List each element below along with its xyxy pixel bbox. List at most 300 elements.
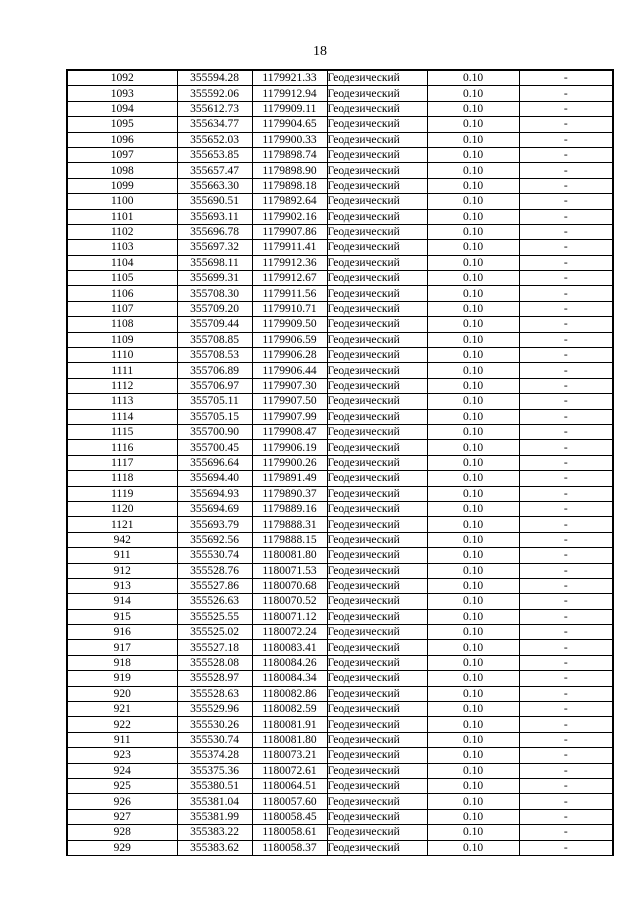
- table-row: [67, 732, 613, 747]
- description-cell: -: [519, 609, 613, 624]
- table-row: [67, 640, 613, 655]
- y-coordinate-cell: 1179907.99: [252, 409, 327, 424]
- description-cell: -: [519, 332, 613, 347]
- point-number-cell: 917: [67, 640, 177, 655]
- point-number-cell: 1095: [67, 117, 177, 132]
- accuracy-cell: 0.10: [427, 240, 519, 255]
- accuracy-cell: 0.10: [427, 409, 519, 424]
- point-number-cell: 911: [67, 732, 177, 747]
- point-number-cell: 924: [67, 763, 177, 778]
- accuracy-cell: 0.10: [427, 471, 519, 486]
- table-row: [67, 224, 613, 239]
- description-cell: -: [519, 748, 613, 763]
- method-cell: Геодезический: [327, 348, 427, 363]
- point-number-cell: 1108: [67, 317, 177, 332]
- accuracy-cell: 0.10: [427, 686, 519, 701]
- x-coordinate-cell: 355663.30: [177, 178, 252, 193]
- x-coordinate-cell: 355375.36: [177, 763, 252, 778]
- point-number-cell: 915: [67, 609, 177, 624]
- method-cell: Геодезический: [327, 240, 427, 255]
- method-cell: Геодезический: [327, 194, 427, 209]
- table-row: [67, 748, 613, 763]
- method-cell: Геодезический: [327, 224, 427, 239]
- y-coordinate-cell: 1180070.68: [252, 578, 327, 593]
- accuracy-cell: 0.10: [427, 424, 519, 439]
- x-coordinate-cell: 355530.74: [177, 548, 252, 563]
- x-coordinate-cell: 355528.08: [177, 655, 252, 670]
- accuracy-cell: 0.10: [427, 778, 519, 793]
- x-coordinate-cell: 355693.11: [177, 209, 252, 224]
- point-number-cell: 1109: [67, 332, 177, 347]
- accuracy-cell: 0.10: [427, 594, 519, 609]
- description-cell: -: [519, 440, 613, 455]
- method-cell: Геодезический: [327, 825, 427, 840]
- accuracy-cell: 0.10: [427, 455, 519, 470]
- accuracy-cell: 0.10: [427, 117, 519, 132]
- method-cell: Геодезический: [327, 655, 427, 670]
- x-coordinate-cell: 355696.78: [177, 224, 252, 239]
- y-coordinate-cell: 1179907.86: [252, 224, 327, 239]
- description-cell: -: [519, 548, 613, 563]
- description-cell: -: [519, 132, 613, 147]
- x-coordinate-cell: 355530.26: [177, 717, 252, 732]
- description-cell: -: [519, 501, 613, 516]
- description-cell: -: [519, 655, 613, 670]
- y-coordinate-cell: 1180082.86: [252, 686, 327, 701]
- method-cell: Геодезический: [327, 671, 427, 686]
- x-coordinate-cell: 355700.90: [177, 424, 252, 439]
- x-coordinate-cell: 355696.64: [177, 455, 252, 470]
- method-cell: Геодезический: [327, 394, 427, 409]
- description-cell: -: [519, 809, 613, 824]
- point-number-cell: 1114: [67, 409, 177, 424]
- table-row: [67, 532, 613, 547]
- table-row: [67, 101, 613, 116]
- table-row: [67, 194, 613, 209]
- point-number-cell: 920: [67, 686, 177, 701]
- x-coordinate-cell: 355528.76: [177, 563, 252, 578]
- y-coordinate-cell: 1180073.21: [252, 748, 327, 763]
- x-coordinate-cell: 355530.74: [177, 732, 252, 747]
- method-cell: Геодезический: [327, 609, 427, 624]
- description-cell: -: [519, 224, 613, 239]
- description-cell: -: [519, 517, 613, 532]
- method-cell: Геодезический: [327, 717, 427, 732]
- table-row: [67, 625, 613, 640]
- table-row: [67, 440, 613, 455]
- point-number-cell: 1097: [67, 147, 177, 162]
- accuracy-cell: 0.10: [427, 271, 519, 286]
- point-number-cell: 912: [67, 563, 177, 578]
- description-cell: -: [519, 209, 613, 224]
- description-cell: -: [519, 178, 613, 193]
- y-coordinate-cell: 1180072.24: [252, 625, 327, 640]
- table-row: [67, 147, 613, 162]
- accuracy-cell: 0.10: [427, 825, 519, 840]
- method-cell: Геодезический: [327, 363, 427, 378]
- table-row: [67, 317, 613, 332]
- accuracy-cell: 0.10: [427, 147, 519, 162]
- x-coordinate-cell: 355706.97: [177, 378, 252, 393]
- point-number-cell: 1111: [67, 363, 177, 378]
- y-coordinate-cell: 1179909.50: [252, 317, 327, 332]
- description-cell: -: [519, 732, 613, 747]
- accuracy-cell: 0.10: [427, 655, 519, 670]
- method-cell: Геодезический: [327, 163, 427, 178]
- x-coordinate-cell: 355529.96: [177, 702, 252, 717]
- method-cell: Геодезический: [327, 778, 427, 793]
- table-row: [67, 517, 613, 532]
- method-cell: Геодезический: [327, 70, 427, 86]
- method-cell: Геодезический: [327, 532, 427, 547]
- method-cell: Геодезический: [327, 317, 427, 332]
- accuracy-cell: 0.10: [427, 301, 519, 316]
- y-coordinate-cell: 1179892.64: [252, 194, 327, 209]
- coordinates-table: [66, 69, 614, 856]
- y-coordinate-cell: 1180070.52: [252, 594, 327, 609]
- description-cell: -: [519, 671, 613, 686]
- method-cell: Геодезический: [327, 625, 427, 640]
- x-coordinate-cell: 355527.18: [177, 640, 252, 655]
- x-coordinate-cell: 355694.40: [177, 471, 252, 486]
- accuracy-cell: 0.10: [427, 763, 519, 778]
- y-coordinate-cell: 1180082.59: [252, 702, 327, 717]
- accuracy-cell: 0.10: [427, 224, 519, 239]
- y-coordinate-cell: 1180071.12: [252, 609, 327, 624]
- table-row: [67, 471, 613, 486]
- accuracy-cell: 0.10: [427, 563, 519, 578]
- method-cell: Геодезический: [327, 732, 427, 747]
- method-cell: Геодезический: [327, 686, 427, 701]
- accuracy-cell: 0.10: [427, 486, 519, 501]
- description-cell: -: [519, 686, 613, 701]
- method-cell: Геодезический: [327, 332, 427, 347]
- method-cell: Геодезический: [327, 809, 427, 824]
- description-cell: -: [519, 348, 613, 363]
- method-cell: Геодезический: [327, 255, 427, 270]
- table-row: [67, 763, 613, 778]
- description-cell: -: [519, 763, 613, 778]
- y-coordinate-cell: 1180083.41: [252, 640, 327, 655]
- y-coordinate-cell: 1179906.44: [252, 363, 327, 378]
- point-number-cell: 1101: [67, 209, 177, 224]
- point-number-cell: 1110: [67, 348, 177, 363]
- table-row: [67, 455, 613, 470]
- y-coordinate-cell: 1179912.94: [252, 86, 327, 101]
- point-number-cell: 1117: [67, 455, 177, 470]
- x-coordinate-cell: 355709.20: [177, 301, 252, 316]
- accuracy-cell: 0.10: [427, 717, 519, 732]
- accuracy-cell: 0.10: [427, 501, 519, 516]
- x-coordinate-cell: 355381.04: [177, 794, 252, 809]
- table-row: [67, 671, 613, 686]
- point-number-cell: 1093: [67, 86, 177, 101]
- point-number-cell: 913: [67, 578, 177, 593]
- method-cell: Геодезический: [327, 147, 427, 162]
- method-cell: Геодезический: [327, 840, 427, 855]
- x-coordinate-cell: 355652.03: [177, 132, 252, 147]
- description-cell: -: [519, 625, 613, 640]
- description-cell: -: [519, 301, 613, 316]
- point-number-cell: 1116: [67, 440, 177, 455]
- x-coordinate-cell: 355527.86: [177, 578, 252, 593]
- table-row: [67, 702, 613, 717]
- description-cell: -: [519, 471, 613, 486]
- table-row: [67, 563, 613, 578]
- accuracy-cell: 0.10: [427, 517, 519, 532]
- table-row: [67, 132, 613, 147]
- y-coordinate-cell: 1179909.11: [252, 101, 327, 116]
- accuracy-cell: 0.10: [427, 625, 519, 640]
- accuracy-cell: 0.10: [427, 255, 519, 270]
- x-coordinate-cell: 355709.44: [177, 317, 252, 332]
- point-number-cell: 1120: [67, 501, 177, 516]
- x-coordinate-cell: 355653.85: [177, 147, 252, 162]
- table-row: [67, 301, 613, 316]
- description-cell: -: [519, 794, 613, 809]
- description-cell: -: [519, 255, 613, 270]
- y-coordinate-cell: 1179906.59: [252, 332, 327, 347]
- x-coordinate-cell: 355525.02: [177, 625, 252, 640]
- table-row: [67, 394, 613, 409]
- accuracy-cell: 0.10: [427, 101, 519, 116]
- y-coordinate-cell: 1179888.31: [252, 517, 327, 532]
- method-cell: Геодезический: [327, 271, 427, 286]
- y-coordinate-cell: 1180084.34: [252, 671, 327, 686]
- table-row: [67, 178, 613, 193]
- accuracy-cell: 0.10: [427, 378, 519, 393]
- accuracy-cell: 0.10: [427, 348, 519, 363]
- point-number-cell: 1099: [67, 178, 177, 193]
- table-row: [67, 548, 613, 563]
- point-number-cell: 928: [67, 825, 177, 840]
- y-coordinate-cell: 1179898.90: [252, 163, 327, 178]
- y-coordinate-cell: 1179900.26: [252, 455, 327, 470]
- point-number-cell: 921: [67, 702, 177, 717]
- y-coordinate-cell: 1179904.65: [252, 117, 327, 132]
- y-coordinate-cell: 1179912.67: [252, 271, 327, 286]
- method-cell: Геодезический: [327, 455, 427, 470]
- description-cell: -: [519, 363, 613, 378]
- description-cell: -: [519, 702, 613, 717]
- y-coordinate-cell: 1179911.56: [252, 286, 327, 301]
- table-row: [67, 486, 613, 501]
- method-cell: Геодезический: [327, 209, 427, 224]
- accuracy-cell: 0.10: [427, 209, 519, 224]
- y-coordinate-cell: 1180081.80: [252, 732, 327, 747]
- x-coordinate-cell: 355705.15: [177, 409, 252, 424]
- x-coordinate-cell: 355698.11: [177, 255, 252, 270]
- method-cell: Геодезический: [327, 440, 427, 455]
- method-cell: Геодезический: [327, 763, 427, 778]
- accuracy-cell: 0.10: [427, 809, 519, 824]
- x-coordinate-cell: 355700.45: [177, 440, 252, 455]
- accuracy-cell: 0.10: [427, 70, 519, 86]
- x-coordinate-cell: 355612.73: [177, 101, 252, 116]
- point-number-cell: 1092: [67, 70, 177, 86]
- description-cell: -: [519, 317, 613, 332]
- point-number-cell: 914: [67, 594, 177, 609]
- y-coordinate-cell: 1179898.18: [252, 178, 327, 193]
- point-number-cell: 1115: [67, 424, 177, 439]
- y-coordinate-cell: 1179907.50: [252, 394, 327, 409]
- y-coordinate-cell: 1180081.80: [252, 548, 327, 563]
- page-number: 18: [313, 44, 327, 59]
- point-number-cell: 1096: [67, 132, 177, 147]
- y-coordinate-cell: 1179912.36: [252, 255, 327, 270]
- table-row: [67, 717, 613, 732]
- x-coordinate-cell: 355634.77: [177, 117, 252, 132]
- point-number-cell: 929: [67, 840, 177, 855]
- method-cell: Геодезический: [327, 117, 427, 132]
- y-coordinate-cell: 1179902.16: [252, 209, 327, 224]
- method-cell: Геодезический: [327, 702, 427, 717]
- table-row: [67, 255, 613, 270]
- x-coordinate-cell: 355694.93: [177, 486, 252, 501]
- description-cell: -: [519, 194, 613, 209]
- accuracy-cell: 0.10: [427, 163, 519, 178]
- point-number-cell: 1107: [67, 301, 177, 316]
- method-cell: Геодезический: [327, 517, 427, 532]
- table-row: [67, 594, 613, 609]
- accuracy-cell: 0.10: [427, 609, 519, 624]
- y-coordinate-cell: 1180071.53: [252, 563, 327, 578]
- method-cell: Геодезический: [327, 501, 427, 516]
- description-cell: -: [519, 101, 613, 116]
- method-cell: Геодезический: [327, 286, 427, 301]
- table-row: [67, 86, 613, 101]
- y-coordinate-cell: 1180058.61: [252, 825, 327, 840]
- accuracy-cell: 0.10: [427, 317, 519, 332]
- method-cell: Геодезический: [327, 640, 427, 655]
- point-number-cell: 1104: [67, 255, 177, 270]
- y-coordinate-cell: 1179888.15: [252, 532, 327, 547]
- accuracy-cell: 0.10: [427, 532, 519, 547]
- table-row: [67, 240, 613, 255]
- method-cell: Геодезический: [327, 409, 427, 424]
- x-coordinate-cell: 355594.28: [177, 70, 252, 86]
- point-number-cell: 919: [67, 671, 177, 686]
- x-coordinate-cell: 355374.28: [177, 748, 252, 763]
- accuracy-cell: 0.10: [427, 640, 519, 655]
- table-row: [67, 271, 613, 286]
- point-number-cell: 916: [67, 625, 177, 640]
- accuracy-cell: 0.10: [427, 732, 519, 747]
- accuracy-cell: 0.10: [427, 286, 519, 301]
- method-cell: Геодезический: [327, 548, 427, 563]
- x-coordinate-cell: 355528.97: [177, 671, 252, 686]
- x-coordinate-cell: 355708.53: [177, 348, 252, 363]
- y-coordinate-cell: 1179911.41: [252, 240, 327, 255]
- table-row: [67, 209, 613, 224]
- point-number-cell: 926: [67, 794, 177, 809]
- point-number-cell: 911: [67, 548, 177, 563]
- description-cell: -: [519, 424, 613, 439]
- y-coordinate-cell: 1179921.33: [252, 70, 327, 86]
- description-cell: -: [519, 394, 613, 409]
- method-cell: Геодезический: [327, 578, 427, 593]
- x-coordinate-cell: 355526.63: [177, 594, 252, 609]
- x-coordinate-cell: 355592.06: [177, 86, 252, 101]
- point-number-cell: 923: [67, 748, 177, 763]
- accuracy-cell: 0.10: [427, 86, 519, 101]
- description-cell: -: [519, 286, 613, 301]
- x-coordinate-cell: 355706.89: [177, 363, 252, 378]
- accuracy-cell: 0.10: [427, 671, 519, 686]
- table-row: [67, 794, 613, 809]
- description-cell: -: [519, 578, 613, 593]
- y-coordinate-cell: 1180081.91: [252, 717, 327, 732]
- accuracy-cell: 0.10: [427, 840, 519, 855]
- coordinates-table-body: [67, 70, 613, 855]
- method-cell: Геодезический: [327, 101, 427, 116]
- method-cell: Геодезический: [327, 594, 427, 609]
- y-coordinate-cell: 1179906.19: [252, 440, 327, 455]
- accuracy-cell: 0.10: [427, 548, 519, 563]
- table-row: [67, 501, 613, 516]
- method-cell: Геодезический: [327, 486, 427, 501]
- accuracy-cell: 0.10: [427, 748, 519, 763]
- description-cell: -: [519, 163, 613, 178]
- accuracy-cell: 0.10: [427, 178, 519, 193]
- description-cell: -: [519, 825, 613, 840]
- x-coordinate-cell: 355525.55: [177, 609, 252, 624]
- method-cell: Геодезический: [327, 471, 427, 486]
- point-number-cell: 1119: [67, 486, 177, 501]
- description-cell: -: [519, 271, 613, 286]
- point-number-cell: 1113: [67, 394, 177, 409]
- y-coordinate-cell: 1179891.49: [252, 471, 327, 486]
- table-row: [67, 778, 613, 793]
- point-number-cell: 918: [67, 655, 177, 670]
- method-cell: Геодезический: [327, 301, 427, 316]
- description-cell: -: [519, 778, 613, 793]
- method-cell: Геодезический: [327, 86, 427, 101]
- description-cell: -: [519, 455, 613, 470]
- table-row: [67, 409, 613, 424]
- table-row: [67, 578, 613, 593]
- point-number-cell: 1112: [67, 378, 177, 393]
- x-coordinate-cell: 355708.85: [177, 332, 252, 347]
- y-coordinate-cell: 1180072.61: [252, 763, 327, 778]
- y-coordinate-cell: 1179898.74: [252, 147, 327, 162]
- description-cell: -: [519, 840, 613, 855]
- y-coordinate-cell: 1180058.37: [252, 840, 327, 855]
- table-row: [67, 286, 613, 301]
- y-coordinate-cell: 1179907.30: [252, 378, 327, 393]
- x-coordinate-cell: 355694.69: [177, 501, 252, 516]
- x-coordinate-cell: 355705.11: [177, 394, 252, 409]
- accuracy-cell: 0.10: [427, 194, 519, 209]
- point-number-cell: 1105: [67, 271, 177, 286]
- accuracy-cell: 0.10: [427, 394, 519, 409]
- x-coordinate-cell: 355383.22: [177, 825, 252, 840]
- y-coordinate-cell: 1180064.51: [252, 778, 327, 793]
- x-coordinate-cell: 355528.63: [177, 686, 252, 701]
- x-coordinate-cell: 355657.47: [177, 163, 252, 178]
- y-coordinate-cell: 1180058.45: [252, 809, 327, 824]
- table-row: [67, 378, 613, 393]
- description-cell: -: [519, 240, 613, 255]
- method-cell: Геодезический: [327, 378, 427, 393]
- accuracy-cell: 0.10: [427, 332, 519, 347]
- method-cell: Геодезический: [327, 748, 427, 763]
- table-row: [67, 332, 613, 347]
- x-coordinate-cell: 355699.31: [177, 271, 252, 286]
- y-coordinate-cell: 1179889.16: [252, 501, 327, 516]
- method-cell: Геодезический: [327, 178, 427, 193]
- y-coordinate-cell: 1179906.28: [252, 348, 327, 363]
